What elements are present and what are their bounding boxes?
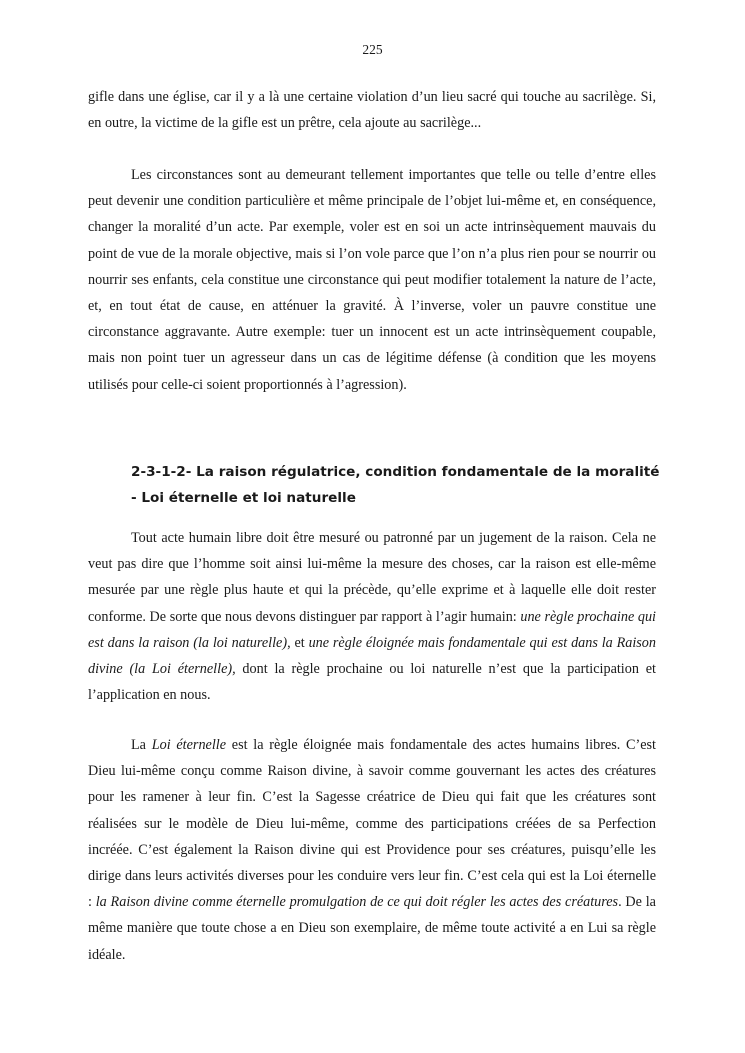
paragraph-acte-humain: [88, 525, 656, 708]
section-heading: 2-3-1-2- La raison régulatrice, condition fondamentale de la moralité - Loi éternelle et loi naturelle: [131, 464, 660, 507]
italic-run: Loi éternelle: [151, 737, 227, 753]
paragraph-loi-eternelle: [88, 732, 656, 968]
text-run: est la règle éloignée mais fondamentale des actes humains libres. C’est Dieu lui-même conçu comme Raison divine, à savoir comme gouvernant les actes des créatures pour les ramener à leur fin. C’est la Sagesse créatrice de Dieu qui fait que les créatures sont réalisées sur le modèle de Dieu lui-même, comme des participations créées de sa Perfection incréée. C’est également la Raison divine qui est Providence pour ses créatures, puisqu’elle les dirige dans leurs activités diverses pour les conduire vers leur fin. C’est cela qui est la Loi éternelle :: [88, 737, 656, 911]
paragraph-continuation: gifle dans une église, car il y a là une certaine violation d’un lieu sacré qui touche au sacrilège. Si, en outre, la victime de la gifle est un prêtre, cela ajoute au sacrilège...: [88, 89, 656, 132]
text-run: La: [131, 737, 152, 753]
page-number: 225: [362, 42, 383, 57]
text-run: . De la même manière que toute chose a en Dieu son exemplaire, de même toute activité a en Lui sa règle idéale.: [88, 894, 656, 963]
italic-run: une règle prochaine qui est dans la raison (la loi naturelle): [88, 608, 656, 651]
italic-run: la Raison divine comme éternelle promulgation de ce qui doit régler les actes des créatures: [95, 894, 619, 911]
paragraph-circonstances: Les circonstances sont au demeurant tellement importantes que telle ou telle d’entre elles peut devenir une condition particulière et même principale de l’objet lui-même et, en conséquence, changer la moralité d’un acte. Par exemple, voler est en soi un acte intrinsèquement mauvais du point de vue de la morale objective, mais si l’on vole parce que l’on n’a plus rien pour se nourrir ou nourrir ses enfants, cela constitue une circonstance qui peut modifier totalement la nature de l’acte, et, en tout état de cause, en atténuer la gravité. À l’inverse, voler un pauvre constitue une circonstance aggravante. Autre exemple: tuer un innocent est un acte intrinsèquement coupable, mais non point tuer un agresseur dans un cas de légitime défense (à condition que les moyens utilisés pour celle-ci soient proportionnés à l’agression).: [88, 167, 656, 393]
text-run: Tout acte humain libre doit être mesuré ou patronné par un jugement de la raison. Cela ne veut pas dire que l’homme soit ainsi lui-même la mesure des choses, car la raison est elle-même mesurée par une règle plus haute et qui la précède, qu’elle exprime et à laquelle elle doit rester conforme. De sorte que nous devons distinguer par rapport à l’agir humain:: [88, 530, 656, 625]
italic-run: une règle éloignée mais fondamentale qui est dans la Raison divine (la Loi éternelle),: [88, 634, 656, 678]
text-run: dont la règle prochaine ou loi naturelle n’est que la participation et l’application en nous.: [88, 661, 656, 704]
text-run: , et: [287, 634, 309, 651]
